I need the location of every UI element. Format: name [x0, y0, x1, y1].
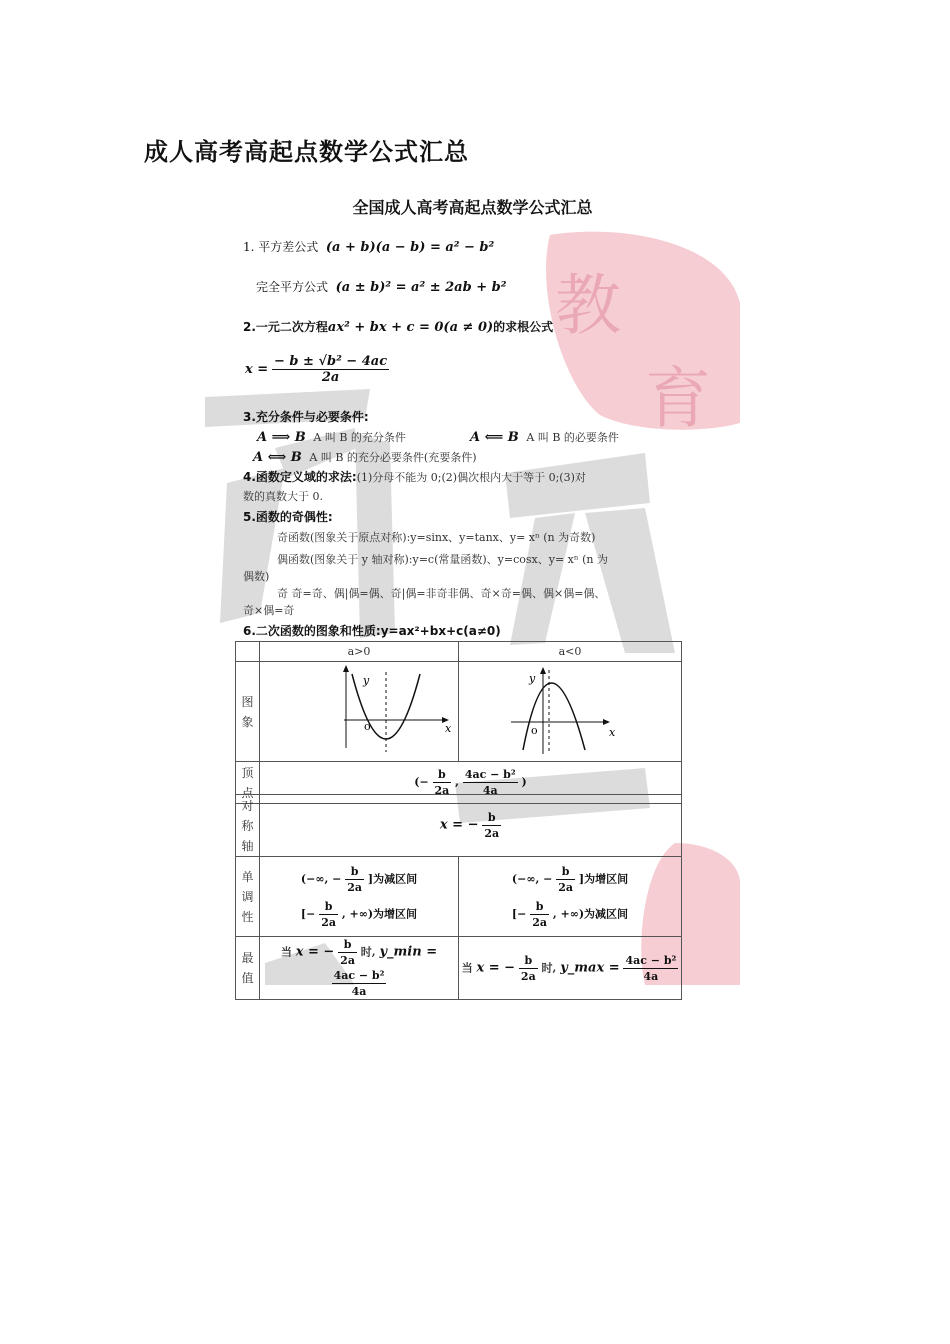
table-row — [236, 795, 682, 857]
item-1: 1. 平方差公式 (a + b)(a − b) = a² − b² — [243, 240, 495, 255]
svg-text:x: x — [445, 722, 452, 735]
item-5-title: 5.函数的奇偶性: — [243, 510, 333, 524]
header-a-positive: a>0 — [260, 642, 459, 662]
svg-text:y: y — [529, 672, 536, 685]
row-label-vertex: 顶 点 — [236, 762, 260, 804]
root-formula: x = $\frac{\text{− b ± √b² − 4ac}}{2a}$ — [245, 354, 388, 385]
doc-title: 全国成人高考高起点数学公式汇总 — [352, 198, 593, 217]
item-3-line: A ⟸ B A 叫 B 的必要条件 — [470, 430, 619, 445]
row-label-graph: 图 象 — [236, 662, 260, 762]
row-label-axis: 对 称 轴 — [236, 795, 260, 857]
watermark-char: 育 — [645, 360, 711, 437]
item-2: 2.一元二次方程ax² + bx + c = 0(a ≠ 0)的求根公式 — [243, 320, 554, 335]
extreme-negative: 当 x = − $\frac{b}{2a}$ 时, y_max = $\frac{\text{4ac − b²}}{4a}$ — [459, 937, 682, 1000]
quadratic-table-1 — [235, 641, 682, 804]
table-row — [236, 662, 682, 762]
item-4: 4.函数定义域的求法:(1)分母不能为 0;(2)偶次根内大于等于 0;(3)对 — [243, 470, 586, 484]
quadratic-table-2 — [235, 794, 682, 1000]
row-label-monotonic: 单 调 性 — [236, 857, 260, 937]
table-row — [236, 642, 682, 662]
monotonic-positive: (−∞, − $\frac{b}{2a}$ ]为减区间 [− $\frac{b}{2a}$ , +∞)为增区间 — [260, 857, 459, 937]
header-a-negative: a<0 — [459, 642, 682, 662]
svg-text:o: o — [364, 720, 371, 733]
extreme-positive: 当 x = − $\frac{b}{2a}$ 时, y_min = $\frac{\text{4ac − b²}}{4a}$ — [260, 937, 459, 1000]
item-1b: 完全平方公式 (a ± b)² = a² ± 2ab + b² — [256, 280, 507, 295]
graph-upward-parabola — [260, 662, 459, 762]
item-3-line: A ⟺ B A 叫 B 的充分必要条件(充要条件) — [253, 450, 477, 465]
item-5-line: 偶数) — [243, 570, 270, 583]
graph-downward-parabola — [459, 662, 682, 762]
svg-text:o: o — [531, 724, 538, 737]
item-5-line: 奇函数(图象关于原点对称):y=sinx、y=tanx、y= xⁿ (n 为奇数) — [277, 531, 596, 544]
table-row — [236, 857, 682, 937]
svg-text:x: x — [609, 726, 616, 739]
table-row — [236, 937, 682, 1000]
item-5-line: 奇 奇=奇、偶|偶=偶、奇|偶=非奇非偶、奇×奇=偶、偶×偶=偶、 — [277, 587, 606, 600]
item-3-title: 3.充分条件与必要条件: — [243, 410, 369, 424]
axis-formula: x = − $\frac{b}{2a}$ — [260, 795, 682, 857]
row-label-extreme: 最 值 — [236, 937, 260, 1000]
item-5-line: 奇×偶=奇 — [243, 604, 295, 617]
vertex-formula: (− $\frac{b}{2a}$ , $\frac{\text{4ac − b²}}{4a}$ ) — [260, 762, 682, 804]
page-title: 成人高考高起点数学公式汇总 — [144, 138, 469, 166]
monotonic-negative: (−∞, − $\frac{b}{2a}$ ]为增区间 [− $\frac{b}{2a}$ , +∞)为减区间 — [459, 857, 682, 937]
document-image — [205, 183, 740, 998]
item-6-title: 6.二次函数的图象和性质:y=ax²+bx+c(a≠0) — [243, 624, 501, 638]
svg-text:y: y — [363, 674, 370, 687]
item-4-cont: 数的真数大于 0. — [243, 490, 323, 503]
item-5-line: 偶函数(图象关于 y 轴对称):y=c(常量函数)、y=cosx、y= xⁿ (n 为 — [277, 553, 608, 566]
item-3-line: A ⟹ B A 叫 B 的充分条件 — [257, 430, 406, 445]
watermark-char: 教 — [555, 267, 621, 344]
